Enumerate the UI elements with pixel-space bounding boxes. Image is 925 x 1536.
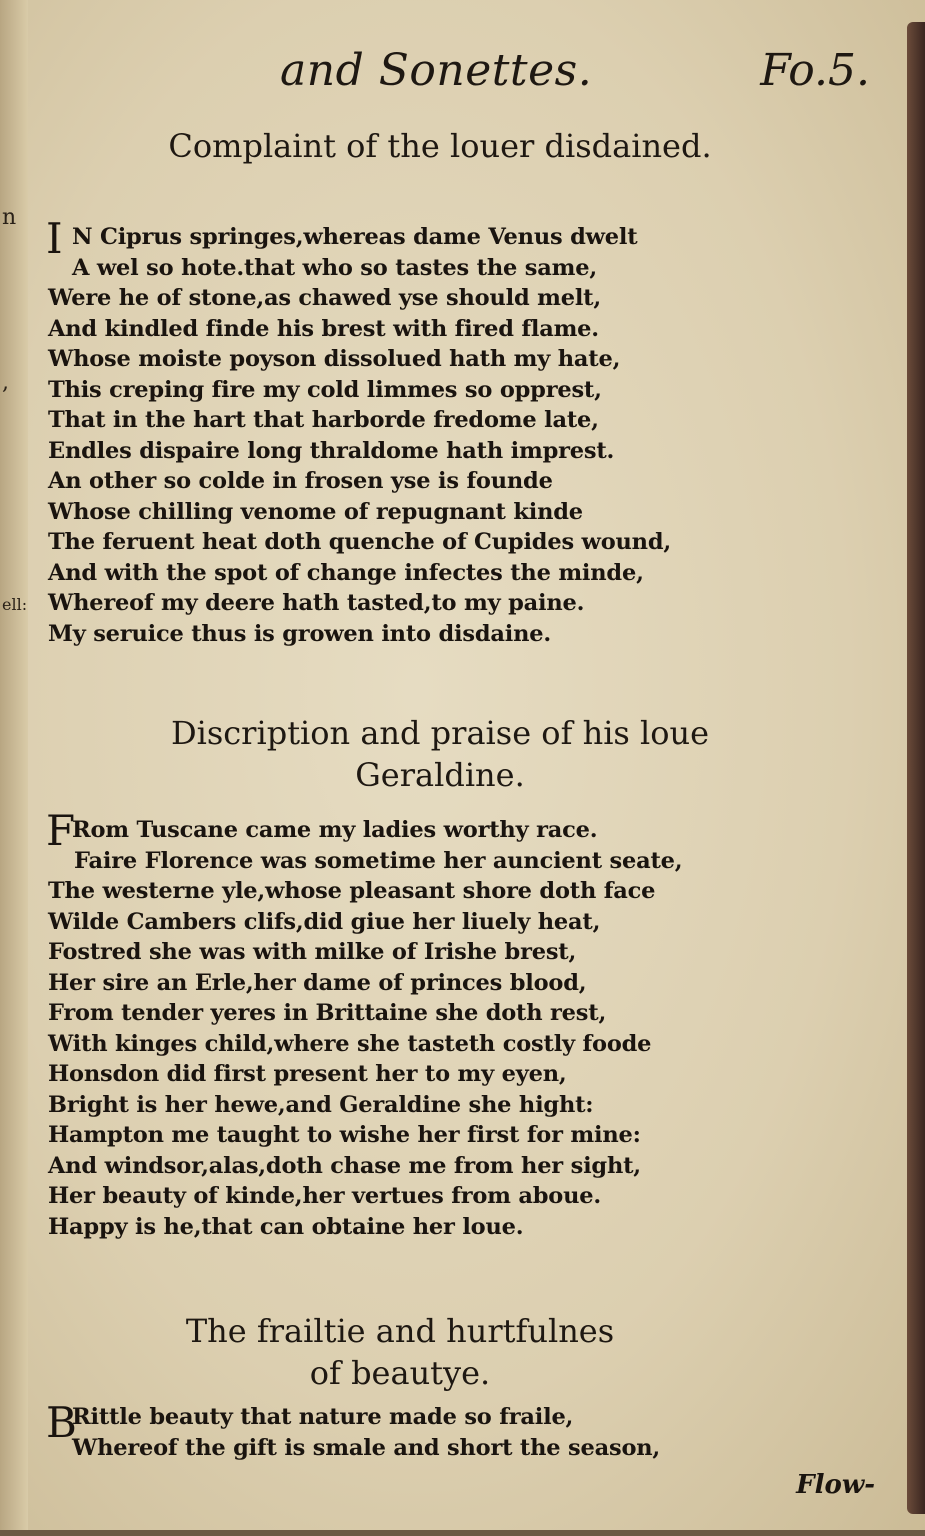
poem-title: Discription and praise of his loue Geraldine. bbox=[170, 714, 710, 794]
running-title: and Sonettes. bbox=[280, 45, 593, 96]
page-header bbox=[280, 45, 880, 105]
verse-line: A wel so hote.that who so tastes the same, bbox=[72, 254, 597, 281]
verse-line: Hampton me taught to wishe her first for mine: bbox=[48, 1122, 641, 1148]
verse-line: Honsdon did first present her to my eyen, bbox=[48, 1061, 567, 1087]
verse-line: And with the spot of change infectes the minde, bbox=[48, 559, 644, 586]
verse-line: Her beauty of kinde,her vertues from aboue. bbox=[48, 1183, 602, 1209]
verse-line: The westerne yle,whose pleasant shore doth face bbox=[48, 878, 656, 904]
verse-line: An other so colde in frosen yse is founde bbox=[48, 468, 553, 494]
verse-line: Bright is her hewe,and Geraldine she hight: bbox=[48, 1091, 594, 1118]
verse-line: From tender yeres in Brittaine she doth rest, bbox=[48, 1000, 607, 1026]
poem-verse bbox=[72, 1402, 772, 1463]
verse-line: Happy is he,that can obtaine her loue. bbox=[48, 1213, 524, 1240]
verse-line: Whose moiste poyson dissolued hath my hate, bbox=[48, 346, 621, 372]
drop-initial: I bbox=[46, 214, 63, 263]
facing-page-fragment: ell: bbox=[2, 595, 28, 614]
verse-line: Whereof the gift is smale and short the season, bbox=[72, 1434, 661, 1461]
verse-line: Whose chilling venome of repugnant kinde bbox=[48, 498, 583, 525]
verse-line: And kindled finde his brest with fired flame. bbox=[48, 315, 599, 342]
catchword: Flow- bbox=[796, 1470, 875, 1500]
verse-line: Rittle beauty that nature made so fraile, bbox=[72, 1404, 574, 1430]
facing-page-edge bbox=[0, 0, 28, 1536]
verse-line: My seruice thus is growen into disdaine. bbox=[48, 620, 551, 647]
page-bottom-edge bbox=[0, 1530, 925, 1536]
verse-line: Rom Tuscane came my ladies worthy race. bbox=[72, 817, 598, 843]
verse-line: Fostred she was with milke of Irishe brest, bbox=[48, 939, 577, 965]
poem-title: Complaint of the louer disdained. bbox=[168, 127, 712, 165]
verse-line: Were he of stone,as chawed yse should melt, bbox=[48, 285, 602, 311]
verse-line: That in the hart that harborde fredome late, bbox=[48, 407, 599, 433]
verse-line: Endles dispaire long thraldome hath imprest. bbox=[48, 437, 615, 464]
folio-number: Fo.5. bbox=[760, 45, 870, 96]
verse-line: Wilde Cambers clifs,did giue her liuely heat, bbox=[48, 908, 601, 935]
verse-line: And windsor,alas,doth chase me from her sight, bbox=[48, 1152, 641, 1179]
verse-line: N Ciprus springes,whereas dame Venus dwelt bbox=[72, 224, 638, 250]
facing-page-fragment: n bbox=[2, 205, 17, 230]
verse-line: Faire Florence was sometime her auncient seate, bbox=[74, 847, 683, 874]
book-cover-edge bbox=[907, 22, 925, 1514]
verse-line: With kinges child,where she tasteth costly foode bbox=[48, 1030, 652, 1057]
verse-line: This creping fire my cold limmes so opprest, bbox=[48, 376, 602, 403]
verse-line: Whereof my deere hath tasted,to my paine. bbox=[48, 590, 585, 616]
facing-page-fragment: , bbox=[2, 370, 9, 395]
poem-verse bbox=[48, 815, 748, 1242]
drop-initial: B bbox=[46, 1398, 77, 1447]
verse-line: The feruent heat doth quenche of Cupides wound, bbox=[48, 529, 672, 555]
verse-line: Her sire an Erle,her dame of princes blood, bbox=[48, 969, 587, 996]
poem-title: The frailtie and hurtfulnes of beautye. bbox=[185, 1312, 615, 1392]
drop-initial: F bbox=[46, 806, 76, 855]
poem-verse bbox=[48, 222, 748, 649]
